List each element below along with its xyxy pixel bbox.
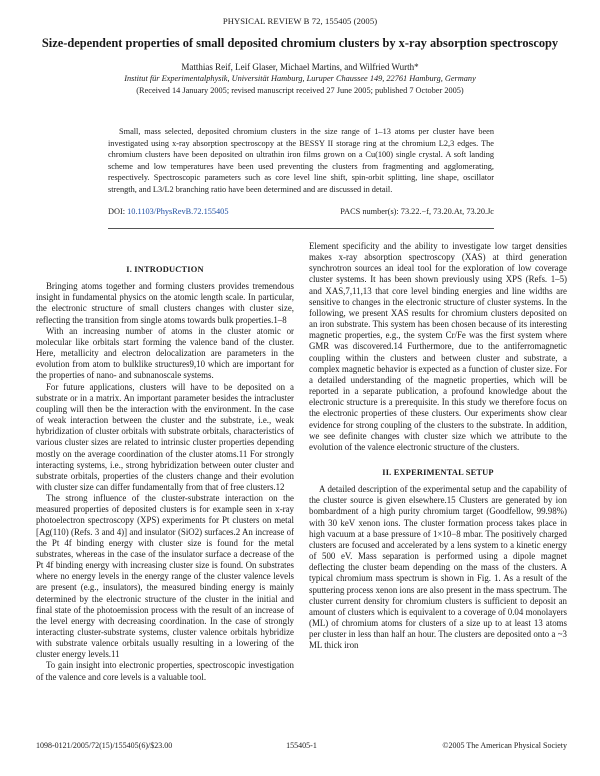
page-number: 155405-1 (286, 741, 317, 750)
running-head: PHYSICAL REVIEW B 72, 155405 (2005) (222, 16, 378, 26)
paragraph: The strong influence of the cluster-substrate interaction on the measured properties of deposited clusters is for example seen in x-ray photoelectron spectroscopy (XPS) experiments for Pt clusters on metal [Ag(110) (Refs. 3 and 4)] and insulator (SiO2) surfaces.2 An increase of the Pt 4f binding energy with cluster size is found for the metal substrates, whereas in the case of the insulator surface a decrease of the Pt 4f binding energy with increasing cluster size is found. On substrates where no energy levels in the energy range of the cluster valence levels are present (e.g., insulators), the measured binding energy is mainly determined by the electronic structure of the cluster in the initial and final state of the photoemission process with the result of an increase of the level energy with decreasing coordination. In the case of strongly interacting cluster-substrate systems, cluster valence orbitals hybridize with substrate valence orbitals usually resulting in a lowering of the cluster energy levels.11 (36, 493, 294, 660)
paragraph: Element specificity and the ability to investigate low target densities makes x-ray absorption spectroscopy (XAS) at third generation synchrotron sources an ideal tool for the exploration of low coverage cluster systems. It has been shown previously using XPS (Refs. 1–5) and XAS,7,11,13 that core level binding energies and line widths are sensitive to changes in the electronic structure of cluster systems. In the following, we present XAS results for chromium clusters deposited on an iron substrate. This system has been chosen because of its interesting magnetic properties, e.g., the system Cr/Fe was the first system where GMR was discovered.14 Furthermore, due to the antiferromagnetic coupling within the clusters and between cluster and substrate, a complex magnetic behavior is expected as a function of cluster size. For a detailed understanding of the magnetic properties, which will be reported in a separate publication, a profound knowledge about the electronic structure is a prerequisite. In this study we therefore focus on the electronic properties of these clusters. Our experiments show clear evidence for strong coupling of the clusters to the substrate. In addition, we see definite changes with cluster size which we attribute to the evolution of the valence electronic structure of the clusters. (309, 241, 567, 452)
section-heading-introduction: I. INTRODUCTION (126, 265, 204, 274)
paragraph: For future applications, clusters will have to be deposited on a substrate or in a matrix. An important parameter besides the intracluster coupling will then be the interaction with the environment. In the case of weak interaction between the cluster and the substrate, i.e., weak hybridization of cluster orbitals with substrate orbitals, characteristics of various cluster sizes are related to intrinsic cluster properties depending mostly on the average coordination of the cluster atoms.11 For strongly interacting systems, i.e., strong hybridization between outer cluster and substrate orbitals, properties of the clusters change and their evolution with cluster size can differ fundamentally from that of free clusters.12 (36, 381, 294, 492)
paragraph: Bringing atoms together and forming clusters provides tremendous insight in fundamental physics on the atomic length scale. In particular, the electronic structure of small clusters changes with cluster size, reflecting the transition from single atoms towards bulk properties.1–8 (36, 281, 294, 325)
footer-issn: 1098-0121/2005/72(15)/155405(6)/$23.00 (36, 741, 173, 750)
right-column (309, 241, 567, 651)
doi-pacs-row (108, 207, 494, 219)
left-column (36, 264, 294, 683)
abstract: Small, mass selected, deposited chromium clusters in the size range of 1–13 atoms per cluster have been investigated using x-ray absorption spectroscopy at the BESSY II storage ring at the chromium L2,3 edges. The chromium clusters have been deposited on ultrathin iron films grown on a Cu(100) single crystal. A soft landing scheme and low temperatures have been used preventing the clusters from fragmenting and agglomerating, respectively. Spectroscopic parameters such as core level line shift, spin-orbit splitting, line shape, oscillator strength, and L3/L2 branching ratio have been determined and are discussed in detail. (108, 127, 494, 194)
section-heading-experimental-setup: II. EXPERIMENTAL SETUP (382, 467, 494, 477)
page-footer (36, 741, 567, 753)
received-dates: (Received 14 January 2005; revised manuscript received 27 June 2005; published 7 October 2005) (136, 86, 464, 95)
doi-label: DOI: (108, 207, 126, 216)
author-list: Matthias Reif, Leif Glaser, Michael Martins, and Wilfried Wurth* (181, 62, 419, 72)
paragraph: To gain insight into electronic properties, spectroscopic investigation of the valence and core levels is a valuable tool. (36, 660, 294, 682)
paragraph: A detailed description of the experimental setup and the capability of the cluster source is given elsewhere.15 Clusters are generated by ion bombardment of a high purity chromium target (Goodfellow, 99.98%) with 30 keV xenon ions. The cluster formation process takes place in high vacuum at a base pressure of 1×10−8 mbar. The positively charged clusters are focused and accelerated by a lens system to a kinetic energy of 500 eV. Mass separation is performed using a dipole magnet deflecting the cluster beam depending on the mass of the clusters. A typical chromium mass spectrum is shown in Fig. 1. As a result of the sputtering process xenon ions are also present in the mass spectrum. The cluster current density for chromium clusters is sufficient to deposit an amount of clusters which is equivalent to a coverage of 0.04 monolayers (ML) of chromium atoms for clusters of a size up to at least 13 atoms per cluster in less than half an hour. The clusters are deposited onto a ~3 ML thick iron (309, 484, 567, 651)
copyright: ©2005 The American Physical Society (442, 741, 567, 750)
doi-link[interactable]: 10.1103/PhysRevB.72.155405 (127, 207, 229, 216)
doi (108, 207, 228, 216)
paper-title: Size-dependent properties of small deposited chromium clusters by x-ray absorption spectroscopy (41, 36, 559, 50)
pacs-numbers: PACS number(s): 73.22.−f, 73.20.At, 73.20.Jc (340, 207, 494, 216)
paragraph: With an increasing number of atoms in the cluster atomic or molecular like orbitals start forming the valence band of the cluster. Here, metallicity and electron delocalization are parameters in the evolution from atom to bulklike structures9,10 which are important for the properties of nano- and subnanoscale systems. (36, 325, 294, 381)
affiliation: Institut für Experimentalphysik, Universität Hamburg, Luruper Chaussee 149, 22761 Hamburg, Germany (124, 74, 476, 83)
header-divider (108, 228, 494, 229)
